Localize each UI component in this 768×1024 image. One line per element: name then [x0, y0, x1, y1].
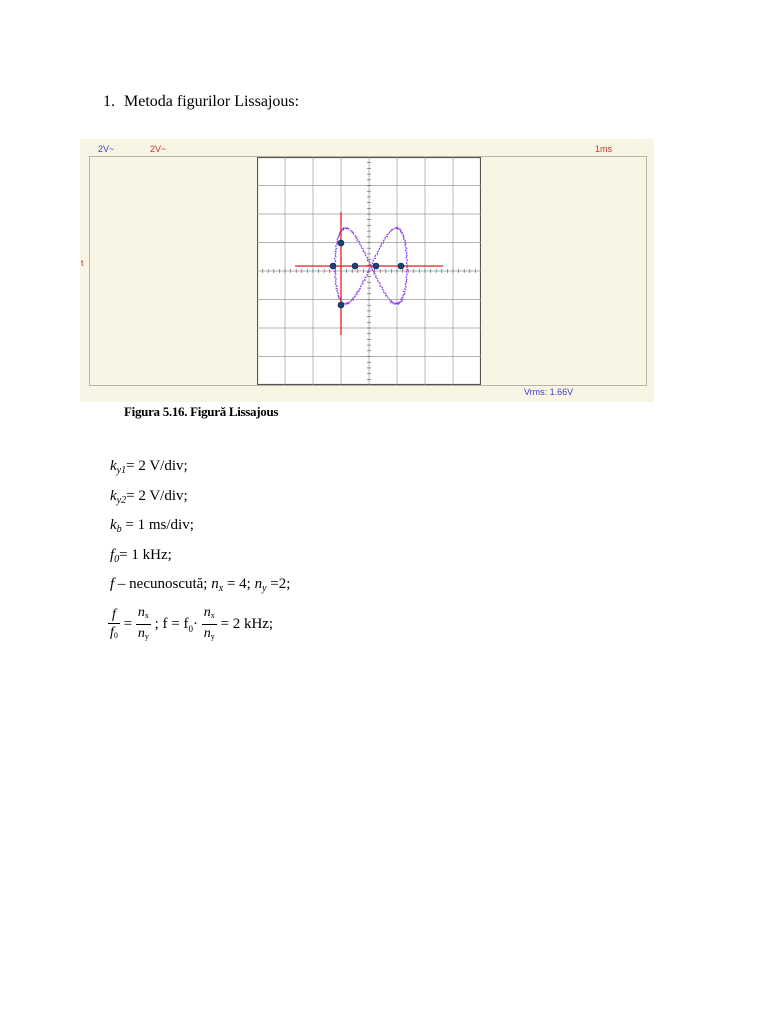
frequency-formula: $\frac{f}{f_0}$ = $\frac{n_x}{n_y}$ ; $f = f_0\cdot$ $\frac{n_x}{n_y}$ = 2 kHz; — [108, 604, 273, 645]
param-kb: $k_b = 1$ ms/div; — [110, 517, 194, 535]
lissajous-plot — [257, 157, 481, 385]
heading-number: 1. — [103, 93, 115, 110]
section-heading — [103, 93, 299, 111]
fraction-f-over-f0: $\frac{f}{f_0}$ — [110, 606, 118, 640]
oscilloscope-screenshot — [80, 139, 654, 402]
formula-result: = 2 kHz; — [220, 616, 274, 632]
heading-text: Metoda figurilor Lissajous: — [124, 93, 300, 110]
param-f-unknown: f – necunoscută; $n_x = 4$; $n_y =2$; — [110, 576, 291, 594]
figure-caption: Figura 5.16. Figură Lissajous — [124, 404, 279, 419]
trigger-label: t — [81, 258, 84, 268]
param-f0: $f_0= 1$ kHz; — [110, 547, 172, 565]
horizontal-intersection-point — [330, 263, 336, 269]
horizontal-intersection-point — [398, 263, 404, 269]
fraction-nx-over-ny-2: $\frac{n_x}{n_y}$ — [203, 605, 215, 641]
horizontal-intersection-point — [352, 263, 358, 269]
fraction-nx-over-ny: $\frac{n_x}{n_y}$ — [137, 605, 149, 641]
vertical-intersection-point — [338, 302, 344, 308]
param-ky2: $k_{y2}= 2$ V/div; — [110, 488, 188, 506]
channel1-label: 2V~ — [98, 144, 115, 154]
vertical-intersection-point — [338, 240, 344, 246]
timebase-label: 1ms — [595, 144, 613, 154]
rms-label: Vrms: 1.66V — [524, 387, 574, 397]
param-ky1: $k_{y1}= 2$ V/div; — [110, 458, 188, 476]
channel2-label: 2V~ — [150, 144, 167, 154]
horizontal-intersection-point — [373, 263, 379, 269]
